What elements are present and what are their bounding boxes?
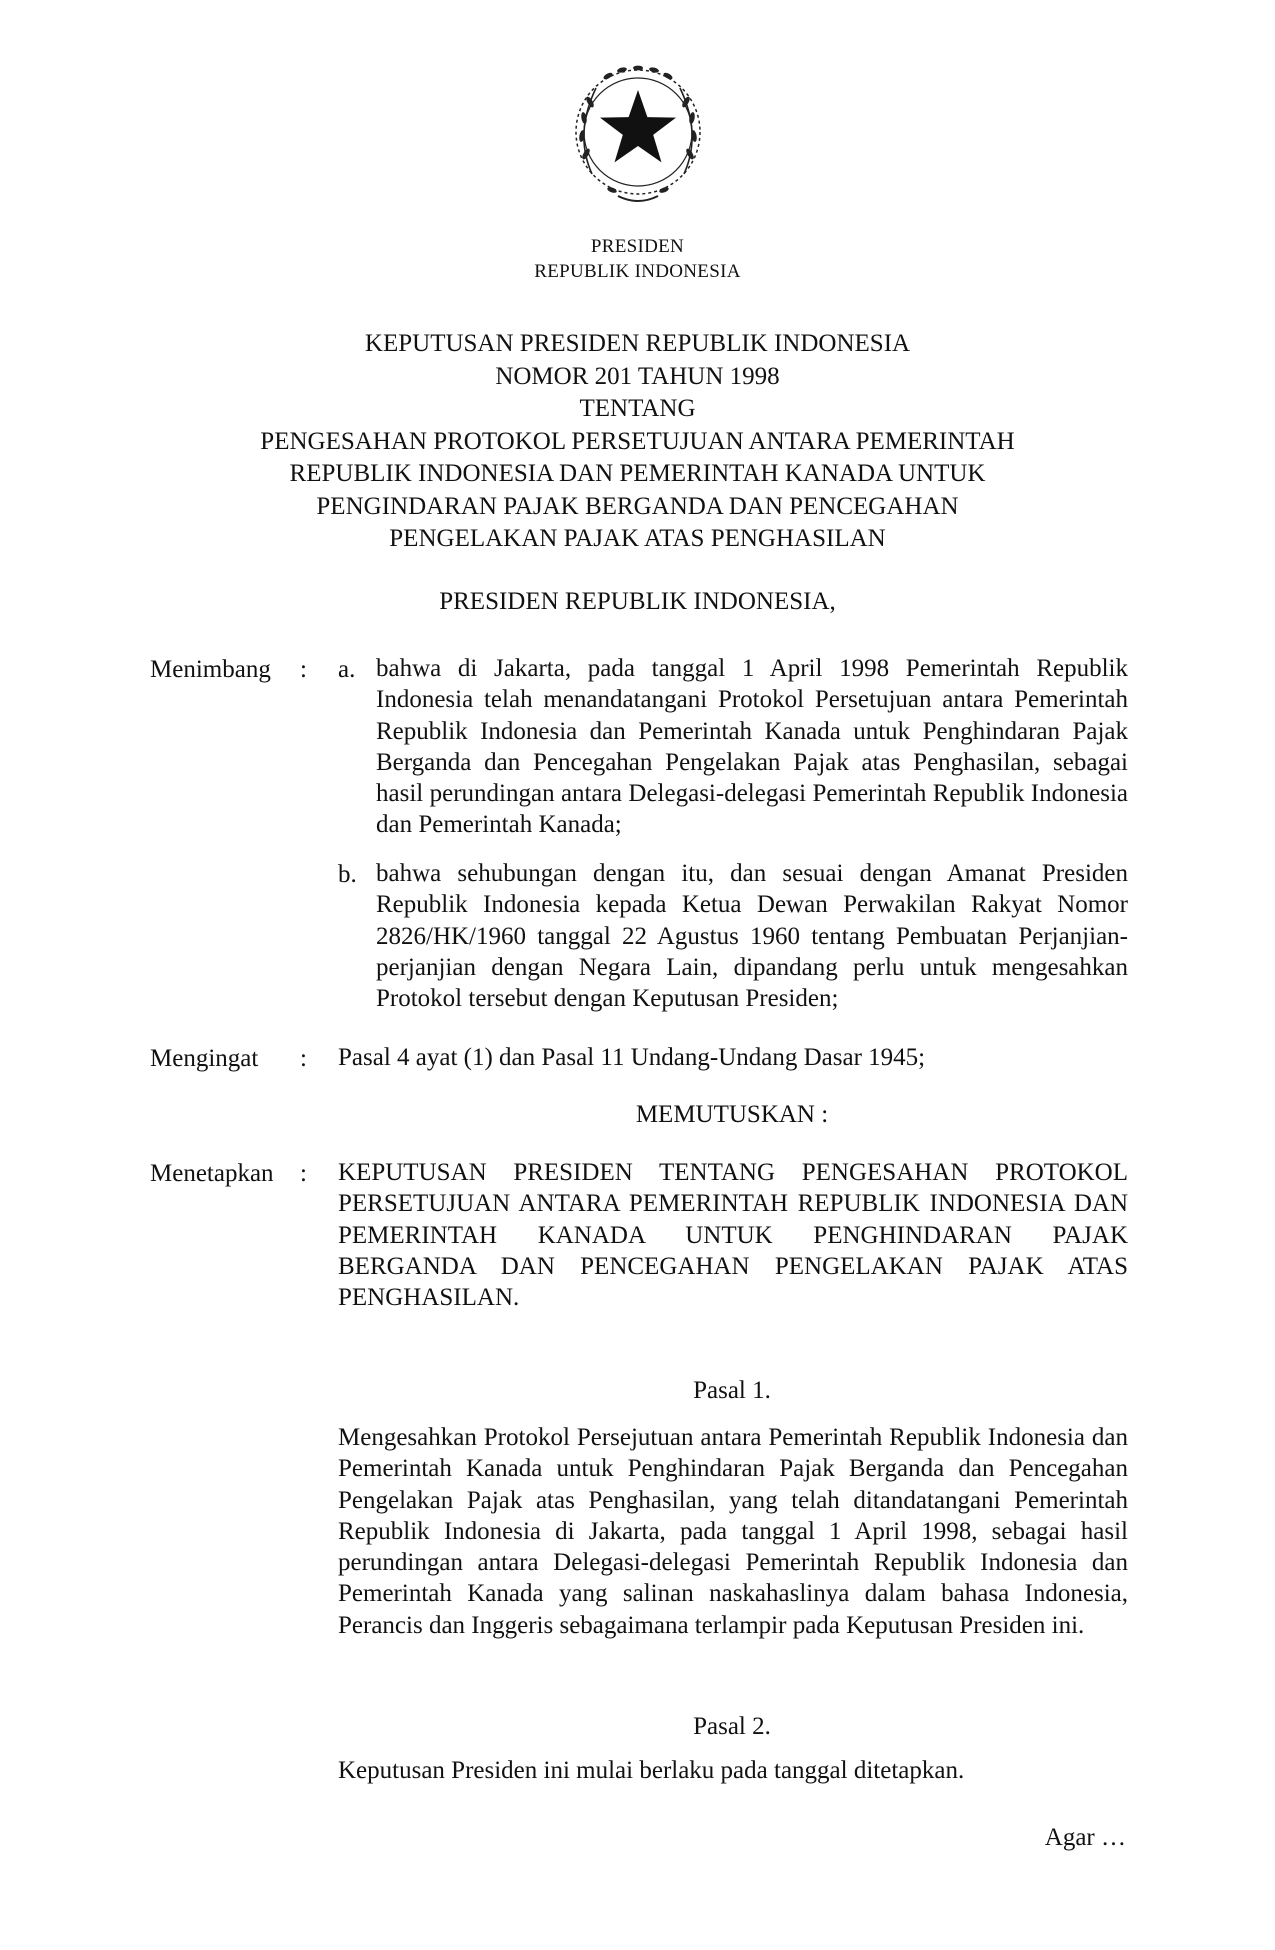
- header-republik-indonesia: REPUBLIK INDONESIA: [534, 261, 741, 282]
- mengingat-colon: :: [300, 1045, 307, 1072]
- menimbang-item-letter: b.: [338, 861, 357, 888]
- title-line: KEPUTUSAN PRESIDEN REPUBLIK INDONESIA: [364, 330, 911, 357]
- menetapkan-colon: :: [300, 1160, 307, 1187]
- header-presiden: PRESIDEN: [590, 236, 685, 257]
- title-line: PENGELAKAN PAJAK ATAS PENGHASILAN: [389, 525, 886, 552]
- continuation-marker: Agar …: [1044, 1824, 1126, 1851]
- mengingat-label: Mengingat: [150, 1045, 259, 1072]
- menimbang-item-text: bahwa sehubungan dengan itu, dan sesuai dengan Amanat Presiden Republik Indonesia kepada Ketua Dewan Perwakilan Rakyat Nomor 2826/HK/1960 tanggal 22 Agustus 1960 tentang Pembuatan Perjanjian-perjanjian dengan Negara Lain, dipandang perlu untuk mengesahkan Protokol tersebut dengan Keputusan Presiden;: [376, 860, 1128, 1013]
- pasal-1-heading: Pasal 1.: [693, 1377, 771, 1404]
- title-line: REPUBLIK INDONESIA DAN PEMERINTAH KANADA UNTUK: [289, 460, 986, 487]
- pasal-2-text: Keputusan Presiden ini mulai berlaku pada tanggal ditetapkan.: [338, 1757, 965, 1784]
- menetapkan-text: KEPUTUSAN PRESIDEN TENTANG PENGESAHAN PROTOKOL PERSETUJUAN ANTARA PEMERINTAH REPUBLIK INDONESIA DAN PEMERINTAH KANADA UNTUK PENGHINDARAN PAJAK BERGANDA DAN PENCEGAHAN PENGELAKAN PAJAK ATAS PENGHASILAN.: [338, 1159, 1128, 1312]
- title-line: NOMOR 201 TAHUN 1998: [495, 362, 780, 390]
- menimbang-item-letter: a.: [338, 656, 356, 683]
- menimbang-item-text: bahwa di Jakarta, pada tanggal 1 April 1998 Pemerintah Republik Indonesia telah menandatangani Protokol Persetujuan antara Pemerintah Republik Indonesia dan Pemerintah Kanada untuk Penghindaran Pajak Berganda dan Pencegahan Pengelakan Pajak atas Penghasilan, sebagai hasil perundingan antara Delegasi-delegasi Pemerintah Republik Indonesia dan Pemerintah Kanada;: [376, 655, 1128, 839]
- president-heading: PRESIDEN REPUBLIK INDONESIA,: [439, 588, 836, 615]
- memutuskan-heading: MEMUTUSKAN :: [635, 1101, 829, 1128]
- title-line: PENGESAHAN PROTOKOL PERSETUJUAN ANTARA PEMERINTAH: [260, 427, 1015, 455]
- document-title: [0, 328, 1275, 556]
- menimbang-colon: :: [300, 656, 307, 683]
- pasal-2-heading: Pasal 2.: [693, 1713, 771, 1740]
- menetapkan-label: Menetapkan: [150, 1160, 274, 1187]
- title-line: PENGINDARAN PAJAK BERGANDA DAN PENCEGAHAN: [316, 492, 959, 520]
- title-line: TENTANG: [579, 395, 696, 422]
- mengingat-text: Pasal 4 ayat (1) dan Pasal 11 Undang-Undang Dasar 1945;: [338, 1044, 926, 1071]
- presidential-seal-icon: [556, 54, 720, 218]
- menimbang-label: Menimbang: [150, 656, 271, 683]
- pasal-1-text: Mengesahkan Protokol Persejutuan antara Pemerintah Republik Indonesia dan Pemerintah Kanada untuk Penghindaran Pajak Berganda dan Pencegahan Pengelakan Pajak atas Penghasilan, yang telah ditandatangani Pemerintah Republik Indonesia di Jakarta, pada tanggal 1 April 1998, sebagai hasil perundingan antara Delegasi-delegasi Pemerintah Republik Indonesia dan Pemerintah Kanada yang salinan naskahaslinya dalam bahasa Indonesia, Perancis dan Inggeris sebagaimana terlampir pada Keputusan Presiden ini.: [338, 1424, 1128, 1639]
